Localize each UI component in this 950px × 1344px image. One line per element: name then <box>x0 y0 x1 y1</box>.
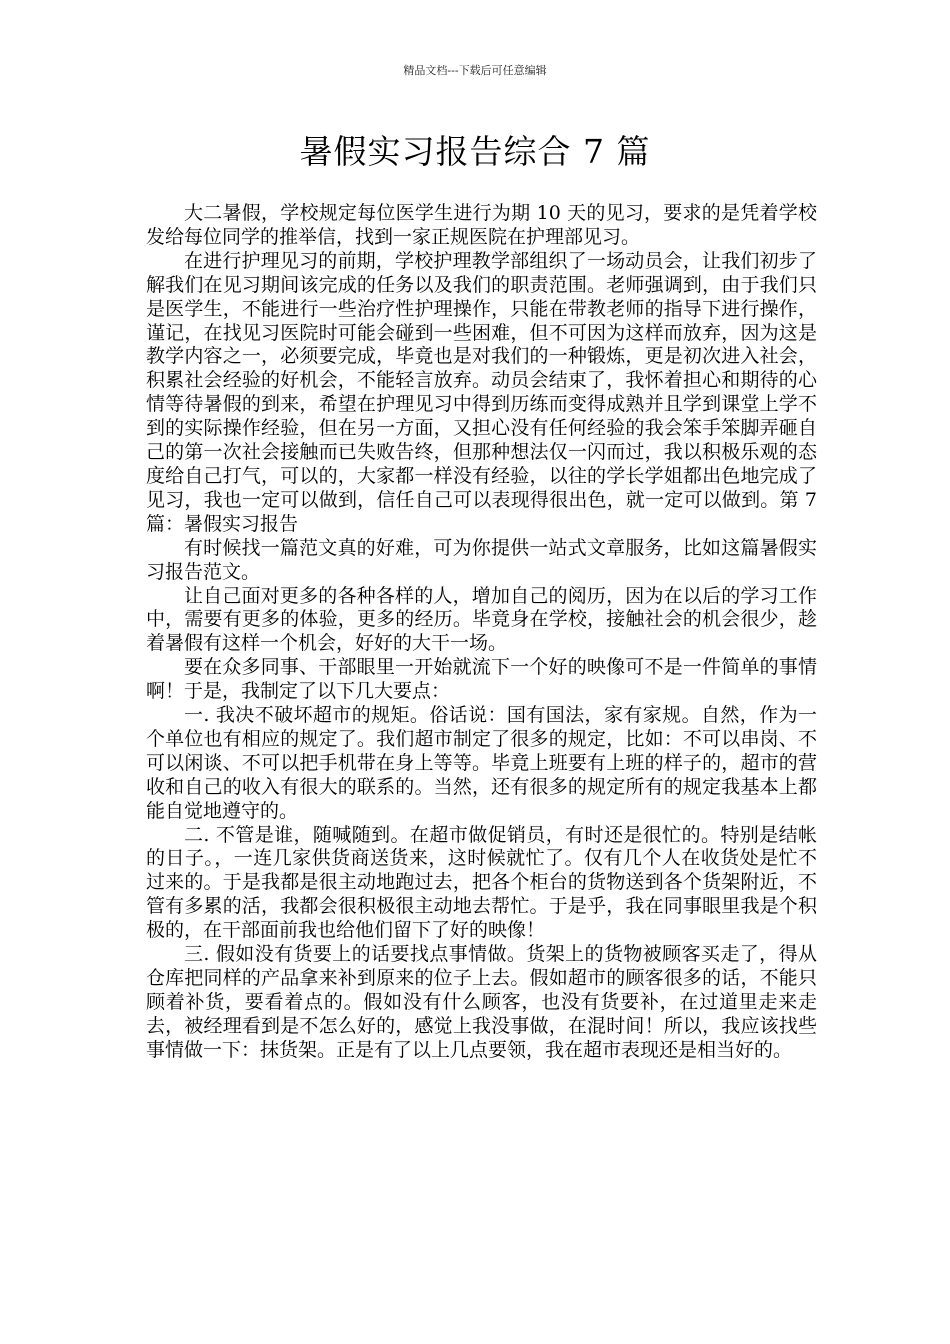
paragraph: 大二暑假，学校规定每位医学生进行为期 10 天的见习，要求的是凭着学校发给每位同学的推举信，找到一家正规医院在护理部见习。 <box>146 202 817 248</box>
paragraph: 要在众多同事、干部眼里一开始就流下一个好的映像可不是一件简单的事情啊！于是，我制定了以下几大要点： <box>146 656 817 703</box>
paragraph: 有时候找一篇范文真的好难，可为你提供一站式文章服务，比如这篇暑假实习报告范文。 <box>146 536 817 583</box>
paragraph: 在进行护理见习的前期，学校护理教学部组织了一场动员会，让我们初步了解我们在见习期间该完成的任务以及我们的职责范围。老师强调到，由于我们只是医学生，不能进行一些治疗性护理操作，只能在带教老师的指导下进行操作，谨记，在找见习医院时可能会碰到一些困难，但不可因为这样而放弃，因为这是教学内容之一，必须要完成，毕竟也是对我们的一种锻炼，更是初次进入社会，积累社会经验的好机会，不能轻言放弃。动员会结束了，我怀着担心和期待的心情等待暑假的到来，希望在护理见习中得到历练而变得成熟并且学到课堂上学不到的实际操作经验，但在另一方面，又担心没有任何经验的我会笨手笨脚弄砸自己的第一次社会接触而已失败告终，但那种想法仅一闪而过，我以积极乐观的态度给自己打气，可以的，大家都一样没有经验，以往的学长学姐都出色地完成了见习，我也一定可以做到，信任自己可以表现得很出色，就一定可以做到。第 7 篇：暑假实习报告 <box>146 249 817 535</box>
paragraph: 一. 我决不破坏超市的规矩。俗话说：国有国法，家有家规。自然，作为一个单位也有相应的规定了。我们超市制定了很多的规定，比如：不可以串岗、不可以闲谈、不可以把手机带在身上等等。毕竟上班要有上班的样子的，超市的营收和自己的收入有很大的联系的。当然，还有很多的规定所有的规定我基本上都能自觉地遵守的。 <box>146 704 817 822</box>
page-header: 精品文档---下载后可任意编辑 <box>403 64 547 77</box>
document-title: 暑假实习报告综合 7 篇 <box>299 132 651 171</box>
paragraph: 让自己面对更多的各种各样的人，增加自己的阅历，因为在以后的学习工作中，需要有更多的体验，更多的经历。毕竟身在学校，接触社会的机会很少，趁着暑假有这样一个机会，好好的大干一场。 <box>146 584 817 655</box>
paragraph: 三. 假如没有货要上的话要找点事情做。货架上的货物被顾客买走了，得从仓库把同样的产品拿来补到原来的位子上去。假如超市的顾客很多的话，不能只顾着补货，要看着点的。假如没有什么顾客，也没有货要补，在过道里走来走去，被经理看到是不怎么好的，感觉上我没事做，在混时间！所以，我应该找些事情做一下：抹货架。正是有了以上几点要领，我在超市表现还是相当好的。 <box>146 943 817 1061</box>
document-body <box>146 202 817 1063</box>
paragraph: 二. 不管是谁，随喊随到。在超市做促销员，有时还是很忙的。特别是结帐的日子。，一连几家供货商送货来，这时候就忙了。仅有几个人在收货处是忙不过来的。于是我都是很主动地跑过去，把各个柜台的货物送到各个货架附近，不管有多累的活，我都会很积极很主动地去帮忙。于是乎，我在同事眼里我是个积极的，在干部面前我也给他们留下了好的映像！ <box>146 823 817 942</box>
